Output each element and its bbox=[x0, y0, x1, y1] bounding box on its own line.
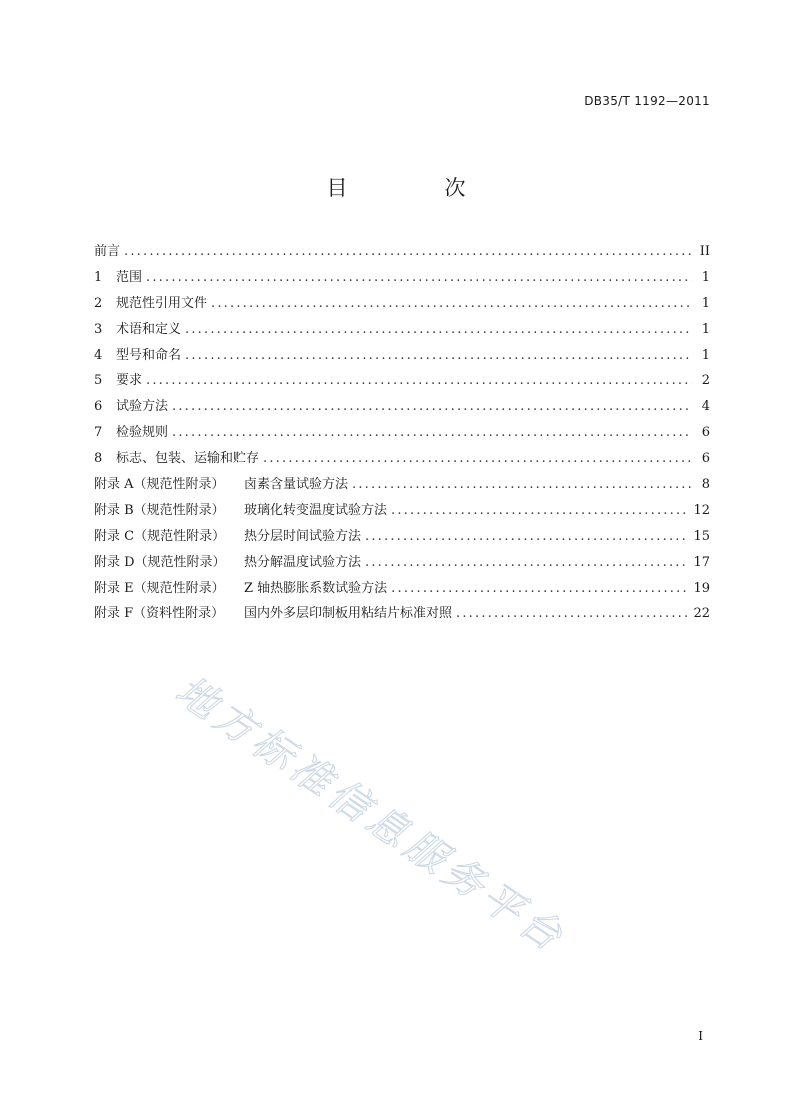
toc-entry[interactable] bbox=[94, 240, 710, 266]
toc-entry-label: 术语和定义 bbox=[116, 321, 182, 337]
toc-entry-page: 17 bbox=[693, 554, 710, 570]
toc-leader-dots bbox=[391, 503, 687, 518]
toc-entry-number: 7 bbox=[94, 425, 103, 441]
toc-entry[interactable] bbox=[94, 344, 710, 370]
toc-entry-label: 标志、包装、运输和贮存 bbox=[116, 451, 260, 467]
toc-entry-number: 6 bbox=[94, 399, 103, 415]
toc-appendix-entry[interactable] bbox=[94, 499, 710, 525]
toc-leader-dots bbox=[146, 373, 692, 388]
toc-leader-dots bbox=[124, 244, 692, 259]
toc-entry-number: 1 bbox=[94, 269, 103, 285]
toc-entry-page: 8 bbox=[701, 477, 710, 493]
toc-appendix-designation: 附录 A（规范性附录） bbox=[94, 477, 225, 493]
toc-entry[interactable] bbox=[94, 369, 710, 395]
toc-appendix-designation: 附录 C（规范性附录） bbox=[94, 528, 226, 544]
toc-entry-label: 前言 bbox=[94, 244, 121, 259]
watermark: 地方标准信息服务平台 bbox=[167, 667, 575, 963]
toc-entry-page: 22 bbox=[693, 606, 710, 622]
toc-entry-page: II bbox=[699, 244, 710, 259]
toc-entry[interactable] bbox=[94, 395, 710, 421]
toc-leader-dots bbox=[365, 555, 687, 570]
toc-entry-number: 8 bbox=[94, 451, 103, 467]
toc-entry-page: 12 bbox=[693, 502, 710, 518]
toc-leader-dots bbox=[211, 296, 692, 311]
toc-leader-dots bbox=[352, 477, 692, 492]
toc-entry-page: 6 bbox=[701, 425, 710, 441]
toc-appendix-entry[interactable] bbox=[94, 525, 710, 551]
toc-entry[interactable] bbox=[94, 421, 710, 447]
toc-entry-label: 型号和命名 bbox=[116, 347, 182, 363]
toc-entry[interactable] bbox=[94, 318, 710, 344]
toc-entry-number: 5 bbox=[94, 373, 103, 389]
page-number: I bbox=[698, 1029, 703, 1043]
standard-code: DB35/T 1192—2011 bbox=[584, 94, 710, 108]
toc-entry-number: 3 bbox=[94, 321, 103, 337]
toc-leader-dots bbox=[391, 581, 687, 596]
table-of-contents bbox=[94, 240, 710, 628]
toc-entry[interactable] bbox=[94, 266, 710, 292]
toc-appendix-designation: 附录 E（规范性附录） bbox=[94, 580, 225, 596]
toc-leader-dots bbox=[172, 425, 692, 440]
toc-entry-label: 范围 bbox=[116, 269, 143, 285]
toc-appendix-entry[interactable] bbox=[94, 577, 710, 603]
toc-entry-number: 4 bbox=[94, 347, 103, 363]
toc-entry-label: 检验规则 bbox=[116, 425, 169, 441]
toc-entry-page: 1 bbox=[701, 295, 710, 311]
toc-appendix-entry[interactable] bbox=[94, 602, 710, 628]
toc-appendix-designation: 附录 F（资料性附录） bbox=[94, 606, 225, 622]
toc-entry-page: 1 bbox=[701, 269, 710, 285]
toc-entry-label: 规范性引用文件 bbox=[116, 295, 208, 311]
toc-entry-label: 卤素含量试验方法 bbox=[244, 477, 349, 493]
toc-appendix-entry[interactable] bbox=[94, 473, 710, 499]
toc-appendix-designation: 附录 D（规范性附录） bbox=[94, 554, 226, 570]
toc-entry-label: Z 轴热膨胀系数试验方法 bbox=[244, 580, 388, 596]
toc-entry-label: 玻璃化转变温度试验方法 bbox=[244, 502, 388, 518]
toc-entry-label: 热分解温度试验方法 bbox=[244, 554, 362, 570]
toc-entry-page: 1 bbox=[701, 321, 710, 337]
page-title: 目 次 bbox=[326, 176, 504, 200]
toc-entry-page: 2 bbox=[701, 373, 710, 389]
toc-leader-dots bbox=[263, 451, 692, 466]
toc-entry-page: 19 bbox=[693, 580, 710, 596]
toc-appendix-entry[interactable] bbox=[94, 551, 710, 577]
toc-leader-dots bbox=[456, 606, 687, 621]
toc-leader-dots bbox=[185, 348, 692, 363]
toc-entry-number: 2 bbox=[94, 295, 103, 311]
toc-entry[interactable] bbox=[94, 292, 710, 318]
toc-entry-page: 6 bbox=[701, 451, 710, 467]
toc-entry-label: 热分层时间试验方法 bbox=[244, 528, 362, 544]
toc-leader-dots bbox=[365, 529, 687, 544]
toc-entry-page: 1 bbox=[701, 347, 710, 363]
toc-entry-label: 试验方法 bbox=[116, 399, 169, 415]
toc-appendix-designation: 附录 B（规范性附录） bbox=[94, 502, 225, 518]
toc-entry-page: 15 bbox=[693, 528, 710, 544]
toc-entry-label: 国内外多层印制板用粘结片标准对照 bbox=[244, 606, 453, 622]
toc-leader-dots bbox=[146, 270, 692, 285]
toc-leader-dots bbox=[185, 322, 692, 337]
toc-entry-label: 要求 bbox=[116, 373, 143, 389]
toc-leader-dots bbox=[172, 399, 692, 414]
toc-entry[interactable] bbox=[94, 447, 710, 473]
toc-entry-page: 4 bbox=[701, 399, 710, 415]
